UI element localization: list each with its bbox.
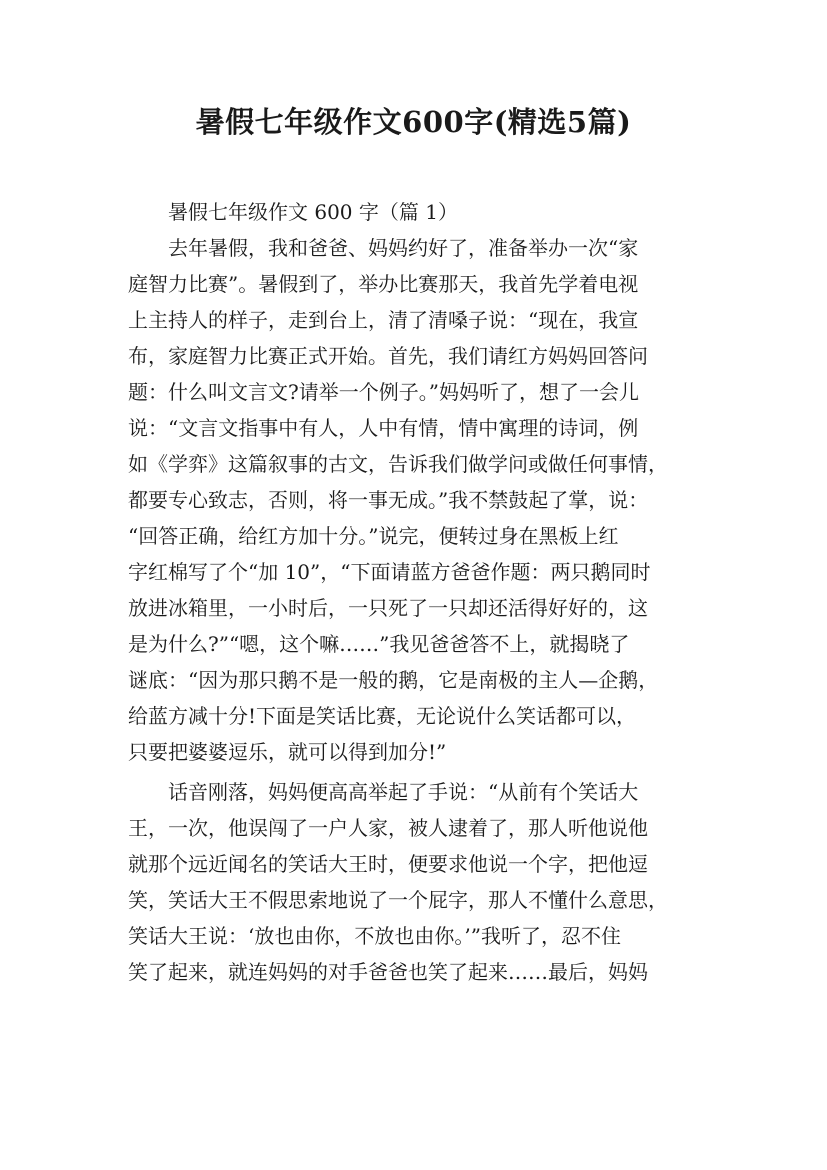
text-line: 王，一次，他误闯了一户人家，被人逮着了，那人听他说他 — [128, 816, 648, 840]
section-heading: 暑假七年级作文 600 字（篇 1） — [168, 200, 458, 224]
text-line: 是为什么?”“嗯，这个嘛……”我见爸爸答不上，就揭晓了 — [128, 632, 630, 656]
text-line: 笑话大王说：‘放也由你，不放也由你。’”我听了，忍不住 — [128, 924, 621, 948]
paragraph-2 — [128, 774, 718, 990]
text-line: 说：“文言文指事中有人，人中有情，情中寓理的诗词，例 — [128, 416, 639, 440]
text-line: “回答正确，给红方加十分。”说完，便转过身在黑板上红 — [128, 524, 619, 548]
text-line: 庭智力比赛”。暑假到了，举办比赛那天，我首先学着电视 — [128, 272, 639, 296]
text-line: 笑，笑话大王不假思索地说了一个屁字，那人不懂什么意思， — [128, 888, 668, 912]
paragraph-1 — [128, 230, 718, 770]
document-body — [128, 194, 718, 990]
text-line: 笑了起来，就连妈妈的对手爸爸也笑了起来……最后，妈妈 — [128, 960, 648, 984]
document-title: 暑假七年级作文600字(精选5篇) — [195, 105, 632, 139]
text-line: 放进冰箱里，一小时后，一只死了一只却还活得好好的，这 — [128, 596, 648, 620]
text-line: 题：什么叫文言文?请举一个例子。”妈妈听了，想了一会儿 — [128, 380, 639, 404]
text-line: 话音刚落，妈妈便高高举起了手说：“从前有个笑话大 — [168, 780, 639, 804]
text-line: 布，家庭智力比赛正式开始。首先，我们请红方妈妈回答问 — [128, 344, 648, 368]
text-line: 谜底：“因为那只鹅不是一般的鹅，它是南极的主人—企鹅， — [128, 668, 659, 692]
text-line: 给蓝方减十分!下面是笑话比赛，无论说什么笑话都可以， — [128, 704, 637, 728]
text-line: 只要把婆婆逗乐，就可以得到加分!” — [128, 740, 447, 764]
text-line: 去年暑假，我和爸爸、妈妈约好了，准备举办一次“家 — [168, 236, 639, 260]
text-line: 字红棉写了个“加 10”，“下面请蓝方爸爸作题：两只鹅同时 — [128, 560, 651, 584]
text-line: 都要专心致志，否则，将一事无成。”我不禁鼓起了掌，说： — [128, 488, 649, 512]
text-line: 就那个远近闻名的笑话大王时，便要求他说一个字，把他逗 — [128, 852, 648, 876]
text-line: 如《学弈》这篇叙事的古文，告诉我们做学问或做任何事情， — [128, 452, 668, 476]
text-line: 上主持人的样子，走到台上，清了清嗓子说：“现在，我宣 — [128, 308, 639, 332]
